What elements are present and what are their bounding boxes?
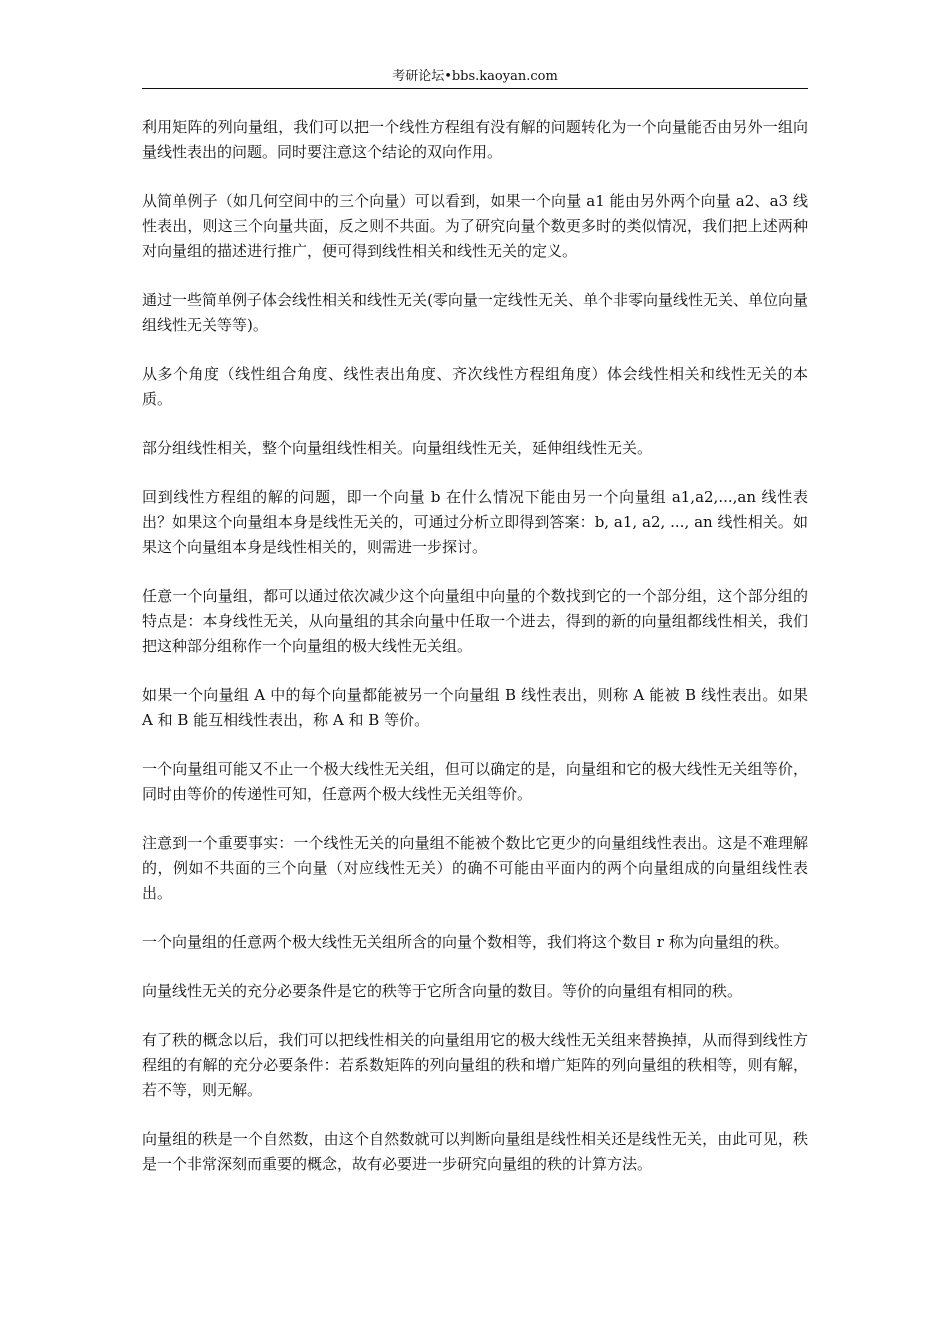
paragraph: 如果一个向量组 A 中的每个向量都能被另一个向量组 B 线性表出，则称 A 能被 B 线性表出。如果 A 和 B 能互相线性表出，称 A 和 B 等价。 bbox=[142, 686, 808, 729]
paragraph: 从多个角度（线性组合角度、线性表出角度、齐次线性方程组角度）体会线性相关和线性无关的本质。 bbox=[142, 365, 808, 408]
paragraph: 一个向量组可能又不止一个极大线性无关组，但可以确定的是，向量组和它的极大线性无关组等价，同时由等价的传递性可知，任意两个极大线性无关组等价。 bbox=[142, 760, 808, 803]
paragraph: 有了秩的概念以后，我们可以把线性相关的向量组用它的极大线性无关组来替换掉，从而得到线性方程组的有解的充分必要条件：若系数矩阵的列向量组的秩和增广矩阵的列向量组的秩相等，则有解，若不等，则无解。 bbox=[142, 1031, 808, 1099]
document-body bbox=[142, 115, 808, 1201]
paragraph: 利用矩阵的列向量组，我们可以把一个线性方程组有没有解的问题转化为一个向量能否由另外一组向量线性表出的问题。同时要注意这个结论的双向作用。 bbox=[142, 118, 808, 161]
paragraph: 通过一些简单例子体会线性相关和线性无关(零向量一定线性无关、单个非零向量线性无关、单位向量组线性无关等等)。 bbox=[142, 291, 808, 334]
paragraph: 任意一个向量组，都可以通过依次减少这个向量组中向量的个数找到它的一个部分组，这个部分组的特点是：本身线性无关，从向量组的其余向量中任取一个进去，得到的新的向量组都线性相关，我们把这种部分组称作一个向量组的极大线性无关组。 bbox=[142, 587, 808, 655]
paragraph: 一个向量组的任意两个极大线性无关组所含的向量个数相等，我们将这个数目 r 称为向量组的秩。 bbox=[142, 933, 789, 951]
paragraph: 回到线性方程组的解的问题，即一个向量 b 在什么情况下能由另一个向量组 a1,a2,...,an 线性表出？如果这个向量组本身是线性无关的，可通过分析立即得到答案：b, a1, a2, ..., an 线性相关。如果这个向量组本身是线性相关的，则需进一步探讨。 bbox=[142, 488, 808, 556]
paragraph: 注意到一个重要事实：一个线性无关的向量组不能被个数比它更少的向量组线性表出。这是不难理解的，例如不共面的三个向量（对应线性无关）的确不可能由平面内的两个向量组成的向量组线性表出。 bbox=[142, 834, 808, 902]
paragraph: 向量线性无关的充分必要条件是它的秩等于它所含向量的数目。等价的向量组有相同的秩。 bbox=[142, 982, 743, 1000]
page-header: 考研论坛•bbs.kaoyan.com bbox=[392, 69, 558, 84]
paragraph: 部分组线性相关，整个向量组线性相关。向量组线性无关，延伸组线性无关。 bbox=[142, 439, 653, 457]
paragraph: 向量组的秩是一个自然数，由这个自然数就可以判断向量组是线性相关还是线性无关，由此可见，秩是一个非常深刻而重要的概念，故有必要进一步研究向量组的秩的计算方法。 bbox=[142, 1130, 808, 1173]
paragraph: 从简单例子（如几何空间中的三个向量）可以看到，如果一个向量 a1 能由另外两个向量 a2、a3 线性表出，则这三个向量共面，反之则不共面。为了研究向量个数更多时的类似情况，我们把上述两种对向量组的描述进行推广，便可得到线性相关和线性无关的定义。 bbox=[142, 192, 808, 260]
header-divider bbox=[142, 88, 808, 89]
